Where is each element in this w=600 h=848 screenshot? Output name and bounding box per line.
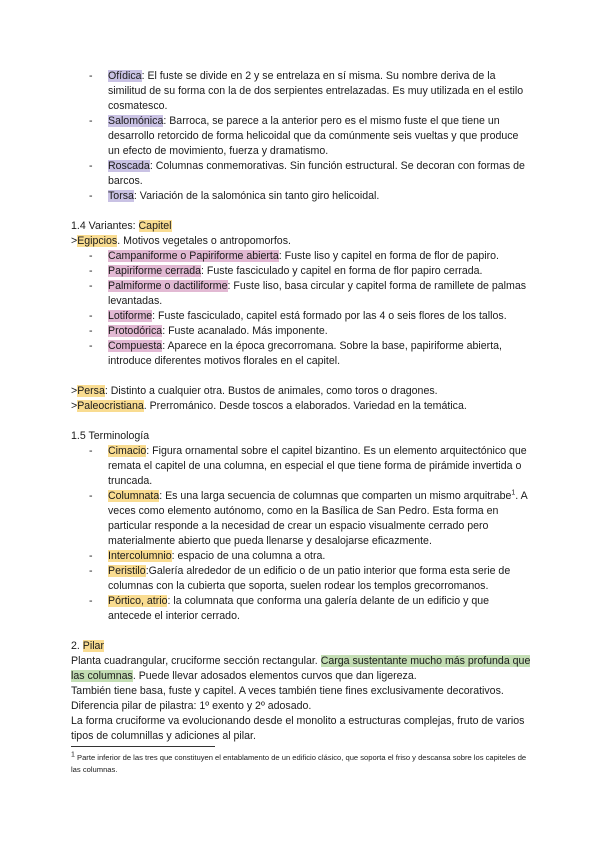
footnote-reference[interactable]: 1 bbox=[511, 489, 516, 497]
term-highlight: Protodórica bbox=[108, 325, 163, 337]
term-highlight: Roscada bbox=[108, 160, 150, 172]
term-description: : Fuste acanalado. Más imponente. bbox=[162, 325, 328, 337]
list-item bbox=[71, 279, 531, 309]
term-description: : Barroca, se parece a la anterior pero es el mismo fuste el que tiene un desarrollo retorcido de forma helicoidal que da comúnmente seis vueltas y que produce un efecto de movimiento, fuerza y dramatismo. bbox=[108, 115, 519, 157]
list-item bbox=[71, 159, 531, 189]
term-highlight: Pórtico, atrio bbox=[108, 595, 168, 607]
term-description: : Figura ornamental sobre el capitel bizantino. Es un elemento arquitectónico que remata el capitel de una columna, en especial el que tiene forma de pirámide invertida o truncada. bbox=[108, 445, 527, 487]
document-body bbox=[71, 69, 531, 744]
term-description: : Fuste liso y capitel en forma de flor de papiro. bbox=[278, 250, 499, 262]
list-item bbox=[71, 339, 531, 369]
term-highlight: Peristilo bbox=[108, 565, 146, 577]
list-item bbox=[71, 264, 531, 279]
term-highlight: Palmiforme o dactiliforme bbox=[108, 280, 228, 292]
footnote-mark: 1 bbox=[71, 751, 75, 759]
terminology-list bbox=[71, 444, 531, 624]
term-highlight: Intercolumnio bbox=[108, 550, 172, 562]
term-highlight: Lotiforme bbox=[108, 310, 153, 322]
term-description: : Es una larga secuencia de columnas que comparten un mismo arquitrabe bbox=[159, 490, 512, 502]
term-description: :Galería alrededor de un edificio o de un patio interior que forma esta serie de columnas con la cubierta que soporta, suelen rodear los templos grecorromanos. bbox=[108, 565, 511, 592]
term-description: : Fuste fasciculado, capitel está formado por las 4 o seis flores de los tallos. bbox=[152, 310, 507, 322]
section-heading-variantes: 1.4 Variantes: Capitel bbox=[71, 220, 172, 232]
pilar-paragraph-3: Diferencia pilar de pilastra: 1º exento y 2º adosado. bbox=[71, 700, 312, 712]
list-item bbox=[71, 114, 531, 159]
footnote-text: Parte inferior de las tres que constituyen el entablamento de un edificio clásico, que soporta el friso y descansa sobre los capiteles de las columnas. bbox=[71, 753, 527, 774]
section-heading-pilar: 2. Pilar bbox=[71, 640, 104, 652]
list-item bbox=[71, 549, 531, 564]
term-description: : la columnata que conforma una galería delante de un edificio y que antecede el interior cerrado. bbox=[108, 595, 490, 622]
paleocristiana-line: >Paleocristiana. Prerrománico. Desde toscos a elaborados. Variedad en la temática. bbox=[71, 400, 467, 412]
pilar-paragraph-2: También tiene basa, fuste y capitel. A veces también tiene fines exclusivamente decorativos. bbox=[71, 685, 504, 697]
list-item bbox=[71, 189, 531, 204]
term-description: : Variación de la salomónica sin tanto giro helicoidal. bbox=[133, 190, 380, 202]
footnote bbox=[71, 752, 531, 776]
footnote-divider bbox=[71, 746, 215, 747]
section-heading-terminologia: 1.5 Terminología bbox=[71, 430, 150, 442]
persa-line: >Persa: Distinto a cualquier otra. Bustos de animales, como toros o dragones. bbox=[71, 385, 438, 397]
term-highlight: Torsa bbox=[108, 190, 134, 202]
list-item bbox=[71, 309, 531, 324]
list-item bbox=[71, 324, 531, 339]
list-item bbox=[71, 69, 531, 114]
term-highlight: Ofídica bbox=[108, 70, 142, 82]
column-types-list bbox=[71, 69, 531, 204]
term-description: : espacio de una columna a otra. bbox=[171, 550, 326, 562]
term-highlight: Papiriforme cerrada bbox=[108, 265, 202, 277]
term-description: : Columnas conmemorativas. Sin función estructural. Se decoran con formas de barcos. bbox=[108, 160, 525, 187]
egipcios-line: >Egipcios. Motivos vegetales o antropomorfos. bbox=[71, 235, 291, 247]
list-item bbox=[71, 444, 531, 489]
term-highlight: Salomónica bbox=[108, 115, 164, 127]
list-item bbox=[71, 489, 531, 549]
term-highlight: Compuesta bbox=[108, 340, 163, 352]
term-highlight: Cimacio bbox=[108, 445, 147, 457]
term-description: : Fuste fasciculado y capitel en forma de flor papiro cerrada. bbox=[201, 265, 483, 277]
term-description: : Aparece en la época grecorromana. Sobre la base, papiriforme abierta, introduce diferentes motivos florales en el capitel. bbox=[108, 340, 502, 367]
term-highlight: Campaniforme o Papiriforme abierta bbox=[108, 250, 279, 262]
pilar-paragraph-4: La forma cruciforme va evolucionando desde el monolito a estructuras complejas, fruto de varios tipos de columnillas y adiciones al pilar. bbox=[71, 715, 525, 742]
term-description: : El fuste se divide en 2 y se entrelaza en sí misma. Su nombre deriva de la similitud de su forma con la de dos serpientes entrelazadas. Es muy utilizada en el estilo cosmatesco. bbox=[108, 70, 524, 112]
term-highlight: Columnata bbox=[108, 490, 160, 502]
pilar-paragraph-1: Planta cuadrangular, cruciforme sección rectangular. Carga sustentante mucho más profunda que las columnas. Puede llevar adosados elementos curvos que dan ligereza. bbox=[71, 655, 531, 682]
list-item bbox=[71, 564, 531, 594]
term-description-cont: . A veces como elemento autónomo, como en la Basílica de San Pedro. Esta forma en particular responde a la necesidad de crear un espacio visualmente cerrado pero materialmente abierto que pueda llenarse y desalojarse eficazmente. bbox=[108, 490, 528, 547]
list-item bbox=[71, 249, 531, 264]
term-description: : Fuste liso, basa circular y capitel forma de ramillete de palmas levantadas. bbox=[108, 280, 527, 307]
capitel-types-list bbox=[71, 249, 531, 369]
list-item bbox=[71, 594, 531, 624]
